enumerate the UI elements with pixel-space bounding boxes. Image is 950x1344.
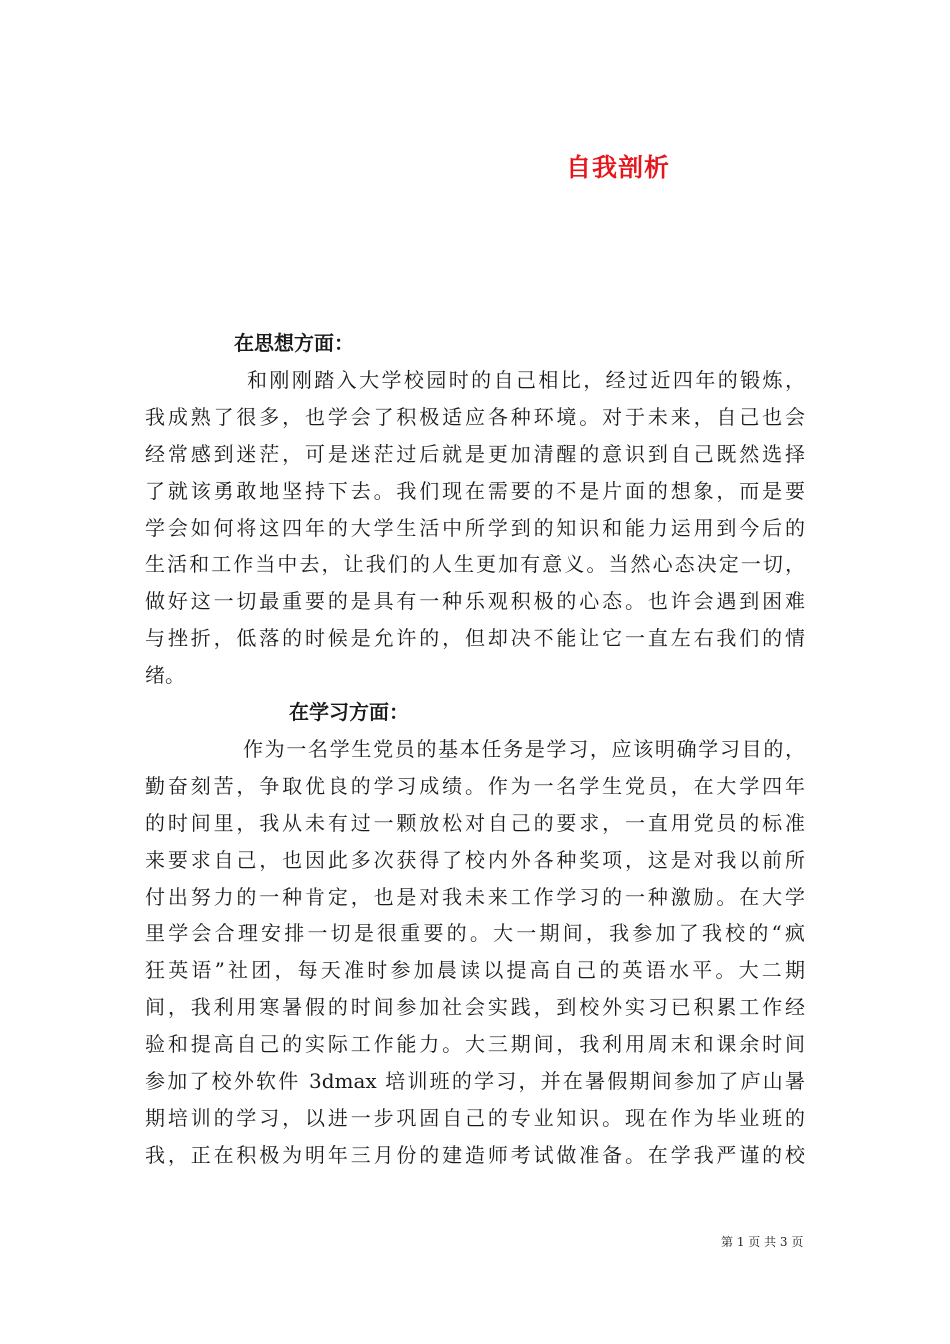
text-line: 参加了校外软件 3dmax 培训班的学习，并在暑假期间参加了庐山暑 — [145, 1069, 805, 1094]
text-line: 绪。 — [145, 663, 185, 688]
text-line: 付出努力的一种肯定，也是对我未来工作学习的一种激励。在大学 — [145, 884, 805, 909]
text-line: 作为一名学生党员的基本任务是学习，应该明确学习目的， — [243, 737, 805, 761]
page-number-footer: 第 1 页 共 3 页 — [721, 1235, 804, 1249]
text-line: 期培训的学习，以进一步巩固自己的专业知识。现在作为毕业班的 — [145, 1105, 805, 1130]
section-heading-thought: 在思想方面： — [234, 331, 354, 355]
text-line: 来要求自己，也因此多次获得了校内外各种奖项，这是对我以前所 — [145, 847, 805, 872]
text-line: 间，我利用寒暑假的时间参加社会实践，到校外实习已积累工作经 — [145, 995, 805, 1020]
text-line: 生活和工作当中去，让我们的人生更加有意义。当然心态决定一切， — [145, 552, 805, 577]
paragraph-study — [145, 731, 805, 1174]
text-line: 和刚刚踏入大学校园时的自己相比，经过近四年的锻炼， — [247, 368, 805, 392]
text-line: 的时间里，我从未有过一颗放松对自己的要求，一直用党员的标准 — [145, 810, 805, 835]
text-line: 做好这一切最重要的是具有一种乐观积极的心态。也许会遇到困难 — [145, 589, 805, 614]
text-line: 验和提高自己的实际工作能力。大三期间，我利用周末和课余时间 — [145, 1032, 805, 1057]
text-line: 我成熟了很多，也学会了积极适应各种环境。对于未来，自己也会 — [145, 404, 805, 429]
text-line: 狂英语”社团，每天准时参加晨读以提高自己的英语水平。大二期 — [145, 958, 805, 983]
text-line: 了就该勇敢地坚持下去。我们现在需要的不是片面的想象，而是要 — [145, 478, 805, 503]
section-heading-study: 在学习方面： — [289, 700, 409, 724]
text-line: 我，正在积极为明年三月份的建造师考试做准备。在学我严谨的校 — [145, 1142, 805, 1167]
text-line: 与挫折，低落的时候是允许的，但却决不能让它一直左右我们的情 — [145, 626, 805, 651]
page-title: 自我剖析 — [566, 152, 671, 182]
paragraph-thought — [145, 362, 805, 694]
text-line: 经常感到迷茫，可是迷茫过后就是更加清醒的意识到自己既然选择 — [145, 441, 805, 466]
text-line: 学会如何将这四年的大学生活中所学到的知识和能力运用到今后的 — [145, 515, 805, 540]
text-line: 里学会合理安排一切是很重要的。大一期间，我参加了我校的“疯 — [145, 921, 805, 946]
text-line: 勤奋刻苦，争取优良的学习成绩。作为一名学生党员，在大学四年 — [145, 773, 805, 798]
